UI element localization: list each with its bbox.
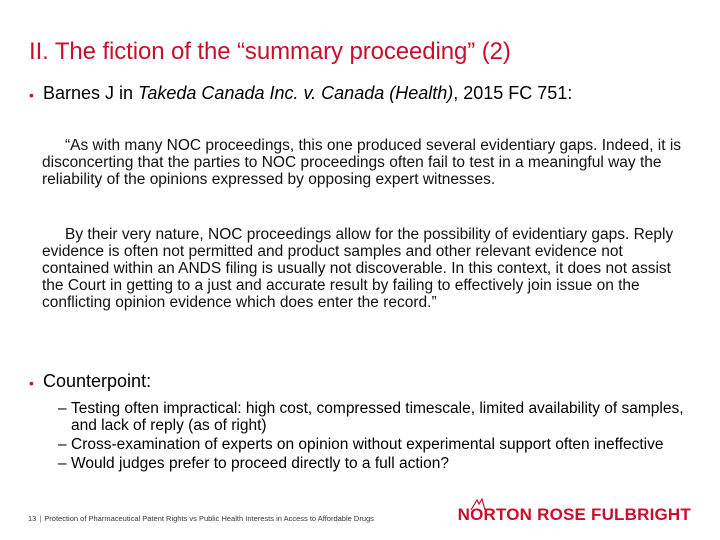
list-item (58, 400, 698, 434)
quote-paragraph-1 (42, 137, 692, 188)
bullet-barnes-suffix: , 2015 FC 751: (453, 83, 573, 103)
footer-text: Protection of Pharmaceutical Patent Rights vs Public Health Interests in Access to Affordable Drugs (44, 514, 374, 523)
quote-paragraph-2-text: By their very nature, NOC proceedings allow for the possibility of evidentiary gaps. Reply evidence is often not permitted and product samples and other relevant evidence not contained within an ANDS filing is usually not discoverable. In this context, it does not assist the Court in getting to a just and accurate result by failing to effectively join issue on the conflicting opinion evidence which does enter the record.” (42, 226, 674, 311)
counterpoint-list (58, 400, 698, 474)
bullet-dot-icon: • (29, 375, 34, 391)
dash-icon: – (58, 436, 67, 453)
dash-icon: – (58, 455, 67, 472)
bullet-barnes (29, 83, 679, 103)
quote-paragraph-1-text: “As with many NOC proceedings, this one produced several evidentiary gaps. Indeed, it is disconcerting that the parties to NOC proceedings often fail to test in a meaningful way the reliability of the opinions expressed by opposing expert witnesses. (42, 137, 682, 188)
list-item-text: Cross-examination of experts on opinion without experimental support often ineffective (71, 436, 664, 453)
bullet-counterpoint-text: Counterpoint: (43, 371, 152, 391)
bullet-barnes-text (43, 83, 679, 103)
footer-separator: | (39, 514, 42, 523)
dash-icon: – (58, 400, 67, 417)
list-item (58, 436, 698, 453)
list-item-text: Testing often impractical: high cost, compressed timescale, limited availability of samples, and lack of reply (as of right) (71, 400, 684, 434)
quote-paragraph-2 (42, 226, 692, 311)
list-item-text: Would judges prefer to proceed directly to a full action? (71, 455, 449, 472)
slide-title: II. The fiction of the “summary proceeding” (2) (29, 38, 511, 65)
bullet-barnes-prefix: Barnes J in (43, 83, 139, 103)
list-item (58, 455, 698, 472)
bullet-counterpoint (29, 371, 679, 391)
bullet-dot-icon: • (29, 87, 34, 103)
page-number: 13 (28, 514, 37, 523)
footer (28, 514, 374, 523)
case-name: Takeda Canada Inc. v. Canada (Health) (138, 83, 454, 103)
logo: NORTON ROSE FULBRIGHT (457, 505, 691, 524)
